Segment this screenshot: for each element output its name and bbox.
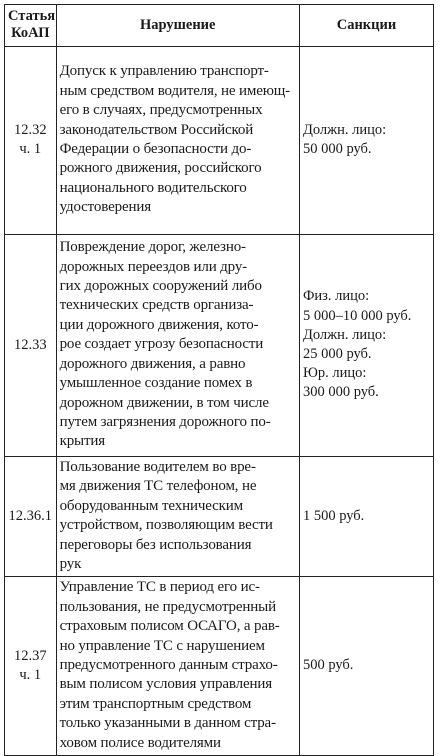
article-cell <box>5 577 57 756</box>
violation-line: этим транспортным средством <box>59 695 252 712</box>
violation-cell <box>56 47 299 235</box>
table-row <box>5 457 434 577</box>
sanction-cell <box>299 577 433 756</box>
violation-line: страховым полисом ОСАГО, а рав- <box>59 618 280 635</box>
sanction-line: 25 000 руб. <box>302 346 372 362</box>
violation-line: Управление ТС в период его ис- <box>59 579 260 596</box>
article-line: 12.37 <box>13 647 47 664</box>
article-line: ч. 1 <box>19 666 42 683</box>
violation-line: предусмотренного данным страхо- <box>59 657 278 674</box>
violation-line: Пользование водителем во вре- <box>59 459 256 475</box>
header-sanctions: Санкции <box>299 5 433 47</box>
violation-line: Повреждение дорог, железно- <box>59 239 246 256</box>
table-body <box>5 47 434 756</box>
violation-line: крытия <box>59 433 106 450</box>
violation-line: пользования, не предусмотренный <box>59 598 276 615</box>
sanction-line: Юр. лицо: <box>302 365 367 382</box>
sanction-line: 1 500 руб. <box>302 507 365 524</box>
violation-line: только указанными в данном стра- <box>59 715 276 732</box>
sanction-line: Должн. лицо: <box>302 326 387 343</box>
violation-line: удостоверения <box>59 199 151 216</box>
table-row <box>5 235 434 457</box>
violation-line: мя движения ТС телефоном, не <box>59 478 257 495</box>
article-line: 12.32 <box>13 122 47 138</box>
violation-line: ным средством водителя, не имеющ- <box>59 82 291 99</box>
violation-line: оборудованным техническим <box>59 497 243 514</box>
violation-cell <box>56 457 299 577</box>
violation-line: ховом полисе водителями <box>59 734 221 751</box>
sanction-line: 5 000–10 000 руб. <box>302 307 412 324</box>
violation-line: но управление ТС с нарушением <box>59 637 265 654</box>
violation-line: его в случаях, предусмотренных <box>59 102 263 119</box>
violation-line: вым полисом условия управления <box>59 676 272 693</box>
table-row <box>5 577 434 756</box>
article-line: 12.36.1 <box>8 507 53 524</box>
violation-line: дорожном движении, в том числе <box>59 394 269 411</box>
header-violation: Нарушение <box>56 5 299 47</box>
violation-line: технических средств организа- <box>59 297 254 314</box>
sanction-cell <box>299 235 433 457</box>
violation-line: Федерации о безопасности до- <box>59 141 252 157</box>
sanction-line: Физ. лицо: <box>302 288 370 305</box>
article-line: ч. 1 <box>19 141 42 157</box>
sanction-line: Должн. лицо: <box>302 121 387 138</box>
article-cell <box>5 457 57 577</box>
violation-line: гих дорожных сооружений либо <box>59 278 262 295</box>
violation-line: ции дорожного движения, кото- <box>59 316 259 333</box>
violation-line: рое создает угрозу безопасности <box>59 336 264 353</box>
article-cell <box>5 47 57 235</box>
header-article-line2: КоАП <box>11 25 50 41</box>
article-cell <box>5 235 57 457</box>
violation-line: дорожных переездов или дру- <box>59 258 248 275</box>
sanction-line: 300 000 руб. <box>302 384 379 401</box>
header-article <box>5 5 57 47</box>
violation-line: национального водительского <box>59 179 247 196</box>
violation-cell <box>56 577 299 756</box>
header-row <box>5 5 434 47</box>
sanction-line: 500 руб. <box>302 657 354 674</box>
violation-line: рук <box>59 556 82 573</box>
article-line: 12.33 <box>13 336 47 353</box>
violation-line: устройством, позволяющим вести <box>59 517 273 534</box>
header-article-line1: Статья <box>8 8 56 24</box>
violation-line: законодательством Российской <box>59 121 254 138</box>
sanction-cell <box>299 47 433 235</box>
violation-line: путем загрязнения дорожного по- <box>59 413 271 430</box>
violation-line: Допуск к управлению транспорт- <box>59 63 269 80</box>
table-row <box>5 47 434 235</box>
violation-line: дорожного движения, а равно <box>59 355 246 372</box>
sanction-line: 50 000 руб. <box>302 141 372 157</box>
fines-table <box>4 4 434 756</box>
violation-line: умышленное создание помех в <box>59 375 253 392</box>
sanction-cell <box>299 457 433 577</box>
violation-cell <box>56 235 299 457</box>
violation-line: рожного движения, российского <box>59 160 262 177</box>
violation-line: переговоры без использования <box>59 536 252 553</box>
